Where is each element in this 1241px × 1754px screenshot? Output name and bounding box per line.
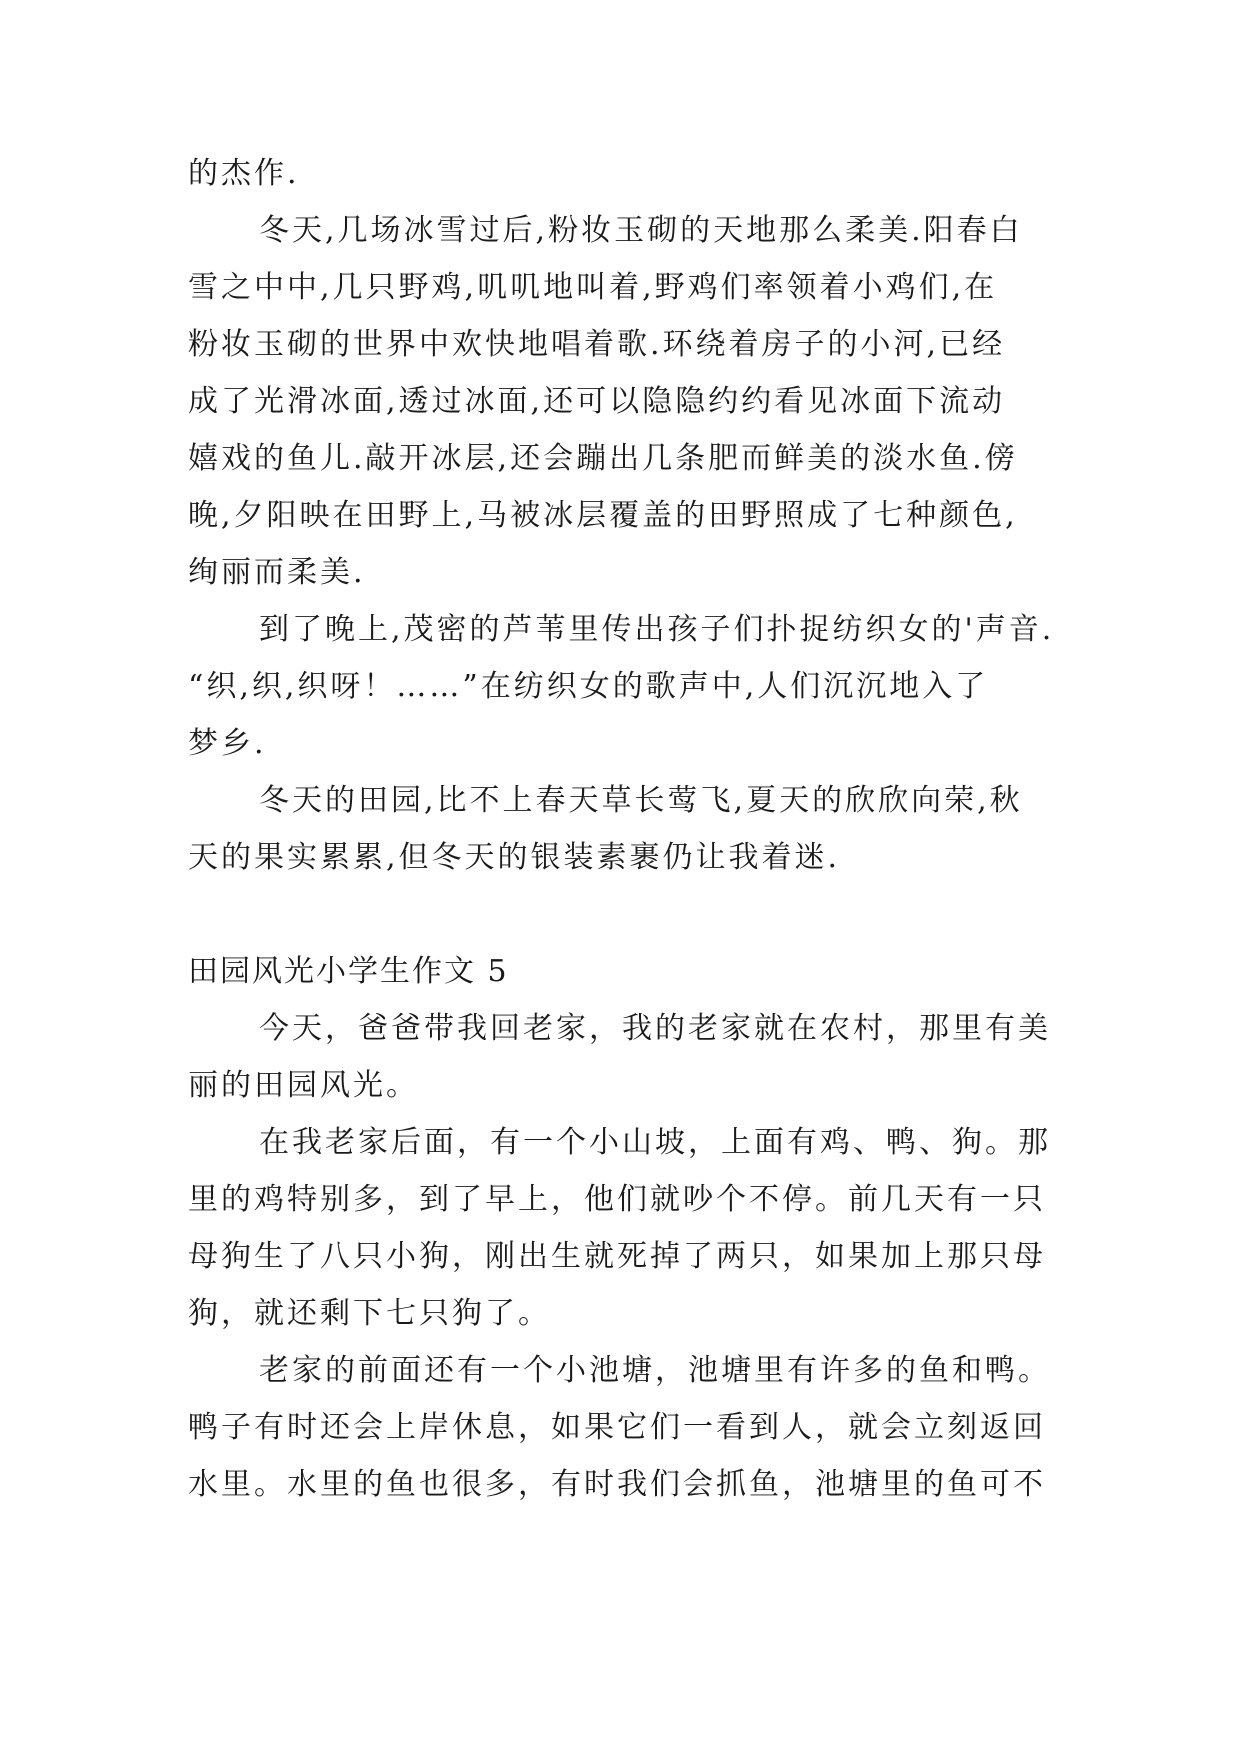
paragraph-start: 冬天的田园,比不上春天草长莺飞,夏天的欣欣向荣,秋 <box>259 783 1023 818</box>
text-line: 的杰作. <box>188 156 300 191</box>
text-line: 丽的田园风光。 <box>188 1068 419 1103</box>
text-line: 狗，就还剩下七只狗了。 <box>188 1296 551 1331</box>
text-line: 雪之中中,几只野鸡,叽叽地叫着,野鸡们率领着小鸡们,在 <box>188 270 998 305</box>
text-line: 天的果实累累,但冬天的银装素裹仍让我着迷. <box>188 840 841 875</box>
text-line: 水里。水里的鱼也很多，有时我们会抓鱼，池塘里的鱼可不 <box>188 1467 1046 1502</box>
paragraph-start: 在我老家后面，有一个小山坡，上面有鸡、鸭、狗。那 <box>259 1125 1051 1160</box>
paragraph-start: 到了晚上,茂密的芦苇里传出孩子们扑捉纺织女的'声音. <box>259 612 1055 647</box>
text-line: 粉妆玉砌的世界中欢快地唱着歌.环绕着房子的小河,已经 <box>188 327 1006 362</box>
text-line: 绚丽而柔美. <box>188 555 366 590</box>
text-line: 晚,夕阳映在田野上,马被冰层覆盖的田野照成了七种颜色, <box>188 498 1018 533</box>
text-line: 母狗生了八只小狗，刚出生就死掉了两只，如果加上那只母 <box>188 1239 1046 1274</box>
text-line: “织,织,织呀！……”在纺织女的歌声中,人们沉沉地入了 <box>188 669 989 704</box>
text-line: 成了光滑冰面,透过冰面,还可以隐隐约约看见冰面下流动 <box>188 384 1006 419</box>
paragraph-start: 今天，爸爸带我回老家，我的老家就在农村，那里有美 <box>259 1011 1051 1046</box>
text-line: 鸭子有时还会上岸休息，如果它们一看到人，就会立刻返回 <box>188 1410 1046 1445</box>
section-heading: 田园风光小学生作文 5 <box>188 954 509 989</box>
paragraph-start: 老家的前面还有一个小池塘，池塘里有许多的鱼和鸭。 <box>259 1353 1051 1388</box>
text-line: 梦乡. <box>188 726 267 761</box>
text-line: 里的鸡特别多，到了早上，他们就吵个不停。前几天有一只 <box>188 1182 1046 1217</box>
text-line: 嬉戏的鱼儿.敲开冰层,还会蹦出几条肥而鲜美的淡水鱼.傍 <box>188 441 1018 476</box>
paragraph-start: 冬天,几场冰雪过后,粉妆玉砌的天地那么柔美.阳春白 <box>259 213 1023 248</box>
